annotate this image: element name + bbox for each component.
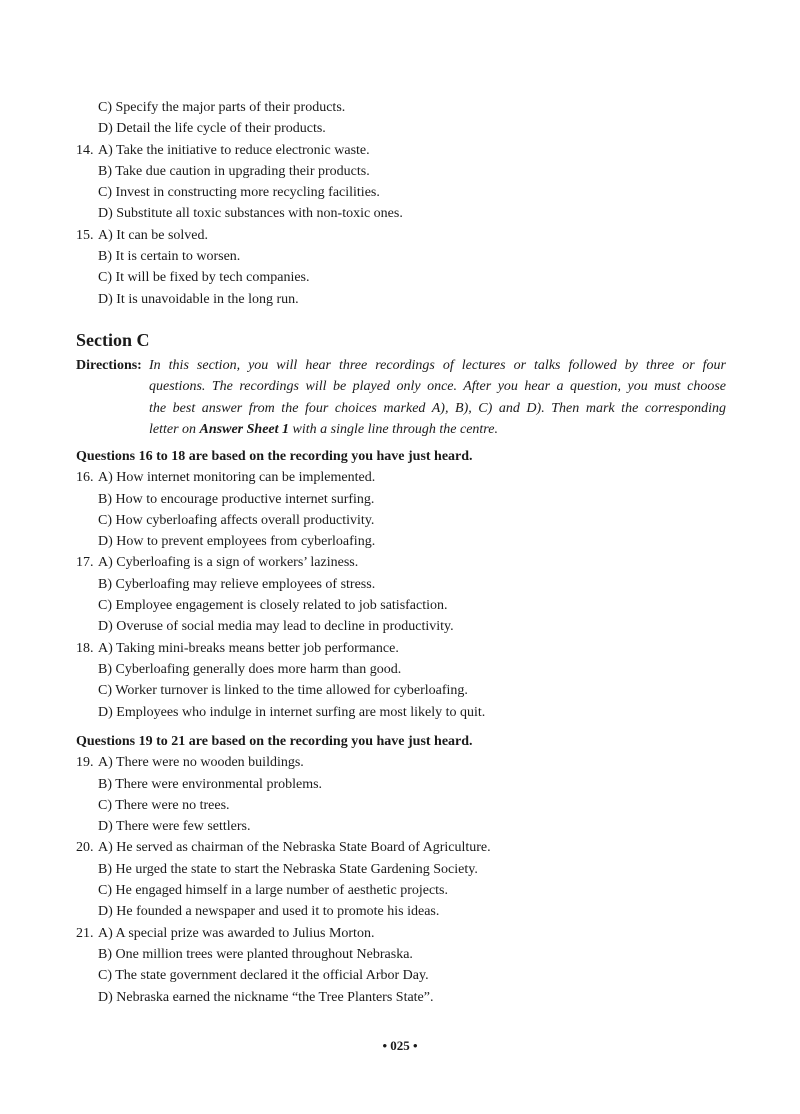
directions-line-4: letter on Answer Sheet 1 with a single line through the centre. bbox=[149, 421, 498, 437]
question-number: 21. bbox=[76, 925, 94, 941]
option-14a: A) Take the initiative to reduce electronic waste. bbox=[98, 142, 370, 158]
option-17c: C) Employee engagement is closely related to job satisfaction. bbox=[98, 598, 448, 614]
page-number: • 025 • bbox=[382, 1038, 418, 1053]
question-19 bbox=[76, 752, 736, 773]
option-14c: C) Invest in constructing more recycling facilities. bbox=[98, 185, 380, 201]
question-number: 15. bbox=[76, 227, 94, 243]
option-21d: D) Nebraska earned the nickname “the Tree Planters State”. bbox=[98, 989, 434, 1005]
option-18b: B) Cyberloafing generally does more harm than good. bbox=[98, 661, 402, 677]
question-number: 20. bbox=[76, 840, 94, 856]
question-group-19-21 bbox=[76, 731, 736, 1008]
option-16d: D) How to prevent employees from cyberloafing. bbox=[98, 534, 376, 550]
option-16b: B) How to encourage productive internet surfing. bbox=[98, 491, 375, 507]
option-18c: C) Worker turnover is linked to the time allowed for cyberloafing. bbox=[98, 683, 468, 699]
group-heading: Questions 19 to 21 are based on the recording you have just heard. bbox=[76, 734, 473, 749]
question-number: 17. bbox=[76, 555, 94, 571]
question-group-16-18 bbox=[76, 446, 736, 723]
group-heading: Questions 16 to 18 are based on the recording you have just heard. bbox=[76, 449, 473, 464]
option-20d: D) He founded a newspaper and used it to promote his ideas. bbox=[98, 904, 440, 920]
directions-line-1: Directions: In this section, you will hear three recordings of lectures or talks followed by three or four bbox=[76, 355, 726, 376]
option-19b: B) There were environmental problems. bbox=[98, 776, 323, 792]
question-number: 14. bbox=[76, 142, 94, 158]
question-20 bbox=[76, 837, 736, 858]
option-18a: A) Taking mini-breaks means better job performance. bbox=[98, 640, 399, 656]
question-15 bbox=[76, 225, 736, 246]
directions-line-2: questions. The recordings will be played only once. After you hear a question, you must choose bbox=[149, 379, 726, 395]
option-13c: C) Specify the major parts of their products. bbox=[98, 100, 346, 115]
option-21c: C) The state government declared it the official Arbor Day. bbox=[98, 968, 429, 984]
question-number: 19. bbox=[76, 755, 94, 771]
option-19d: D) There were few settlers. bbox=[98, 819, 251, 835]
option-19c: C) There were no trees. bbox=[98, 797, 230, 813]
question-number: 18. bbox=[76, 640, 94, 656]
option-13d: D) Detail the life cycle of their products. bbox=[98, 121, 326, 137]
question-number: 16. bbox=[76, 470, 94, 486]
option-14b: B) Take due caution in upgrading their products. bbox=[98, 163, 370, 179]
option-20c: C) He engaged himself in a large number of aesthetic projects. bbox=[98, 883, 449, 899]
directions bbox=[76, 355, 726, 440]
question-21 bbox=[76, 923, 736, 944]
directions-line-3: the best answer from the four choices marked A), B), C) and D). Then mark the corresponding bbox=[149, 400, 726, 416]
question-16 bbox=[76, 467, 736, 488]
option-18d: D) Employees who indulge in internet surfing are most likely to quit. bbox=[98, 704, 486, 720]
option-16c: C) How cyberloafing affects overall productivity. bbox=[98, 512, 375, 528]
question-18 bbox=[76, 638, 736, 659]
option-17b: B) Cyberloafing may relieve employees of stress. bbox=[98, 576, 376, 592]
answer-sheet-ref: Answer Sheet 1 bbox=[199, 421, 290, 437]
option-15a: A) It can be solved. bbox=[98, 227, 209, 243]
question-17 bbox=[76, 552, 736, 573]
option-15d: D) It is unavoidable in the long run. bbox=[98, 291, 299, 307]
section-title: Section C bbox=[76, 330, 150, 350]
option-17d: D) Overuse of social media may lead to decline in productivity. bbox=[98, 619, 454, 635]
option-15c: C) It will be fixed by tech companies. bbox=[98, 270, 310, 286]
question-14 bbox=[76, 140, 736, 161]
question-list-top bbox=[76, 97, 736, 310]
option-15b: B) It is certain to worsen. bbox=[98, 249, 241, 265]
option-17a: A) Cyberloafing is a sign of workers’ laziness. bbox=[98, 555, 359, 571]
option-20a: A) He served as chairman of the Nebraska State Board of Agriculture. bbox=[98, 840, 491, 856]
option-21b: B) One million trees were planted throughout Nebraska. bbox=[98, 946, 413, 962]
option-14d: D) Substitute all toxic substances with non-toxic ones. bbox=[98, 206, 403, 222]
option-16a: A) How internet monitoring can be implemented. bbox=[98, 470, 376, 486]
option-20b: B) He urged the state to start the Nebraska State Gardening Society. bbox=[98, 861, 478, 877]
option-19a: A) There were no wooden buildings. bbox=[98, 755, 304, 771]
option-21a: A) A special prize was awarded to Julius Morton. bbox=[98, 925, 375, 941]
directions-label: Directions: bbox=[76, 358, 142, 373]
